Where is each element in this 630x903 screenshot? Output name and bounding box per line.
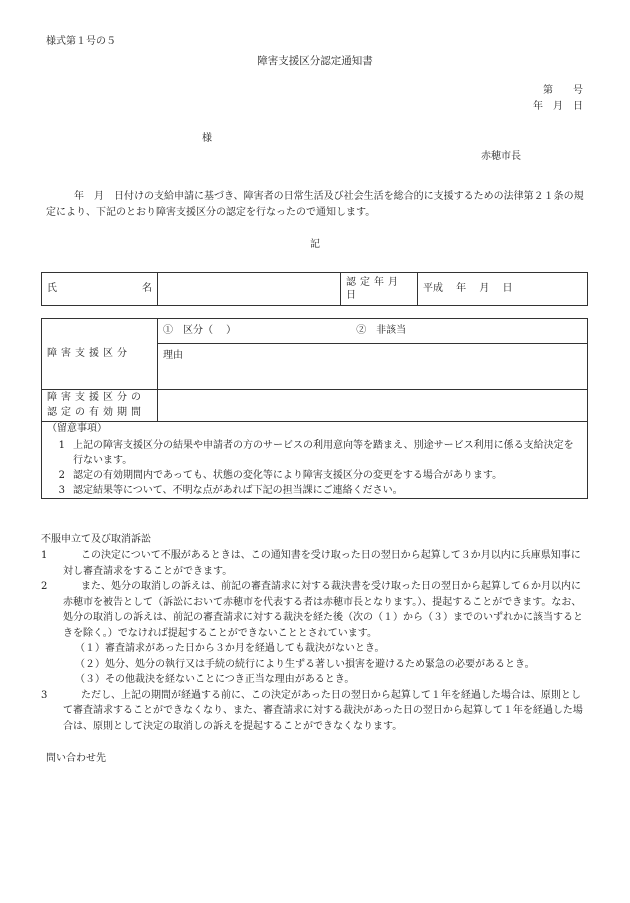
appeal-number: 2: [41, 581, 48, 592]
notification-body: 年 月 日付けの支給申請に基づき、障害者の日常生活及び社会生活を総合的に支援するための法律第２１条の規定により、下記のとおり障害支援区分の認定を行なったので通知します。: [46, 191, 584, 218]
appeal-title: 不服申立て及び取消訴訟: [41, 534, 151, 545]
support-category-label: 障害支援区分: [42, 319, 158, 390]
validity-label-line1: 障害支援区分の: [47, 392, 145, 403]
issue-date-line: 年 月 日: [533, 101, 583, 112]
note-number: 3: [58, 484, 65, 496]
note-item: [47, 468, 582, 483]
appeal-subitem: （１）審査請求があった日から３か月を経過しても裁決がないとき。: [75, 643, 385, 654]
appeal-item: [41, 548, 589, 579]
addressee-suffix: 様: [202, 133, 212, 144]
name-label-left: 氏: [47, 283, 57, 295]
note-number: 1: [58, 439, 65, 451]
appeal-text: ただし、上記の期間が経過する前に、この決定があった日の翌日から起算して１年を経過した場合は、原則として審査請求することができなくなり、また、審査請求に対する裁決があった日の翌日から起算して１年を経過した場合は、原則として決定の取消しの訴えを提起することができなくなります。: [63, 689, 583, 732]
note-text: 認定の有効期間内であっても、状態の変化等により障害支援区分の変更をする場合があります。: [73, 469, 503, 481]
option-category[interactable]: ① 区分（ ）: [163, 325, 237, 337]
reason-label: 理由: [163, 350, 183, 361]
note-number: 2: [58, 469, 65, 481]
name-value-cell[interactable]: [158, 273, 341, 306]
note-item: [47, 483, 582, 498]
validity-period-label: [42, 390, 158, 422]
note-text: 上記の障害支援区分の結果や申請者の方のサービスの利用意向等を踏まえ、別途サービス利用に係る支給決定を行ないます。: [73, 439, 574, 466]
approval-date-value[interactable]: 平成 年 月 日: [418, 273, 588, 306]
support-category-table: [41, 318, 588, 499]
appeal-text: また、処分の取消しの訴えは、前記の審査請求に対する裁決書を受け取った日の翌日から起算して６か月以内に赤穂市を被告として（訴訟において赤穂市を代表する者は赤穂市長となります。）、提起することができます。なお、処分の取消しの訴えは、前記の審査請求に対する裁決を経た後（次の（１）から（３）までのいずれかに該当するときを除く。）でなければ提起することができないこととされています。: [63, 581, 583, 639]
reason-cell[interactable]: [158, 344, 588, 390]
validity-label-line2: 認定の有効期間: [47, 406, 145, 418]
contact-label: 問い合わせ先: [46, 753, 106, 764]
name-label-right: 名: [142, 283, 152, 295]
category-options: [158, 319, 588, 344]
sender-name: 赤穂市長: [481, 151, 521, 162]
appeal-number: 3: [41, 689, 48, 701]
note-item: [47, 438, 582, 468]
appeal-item: [41, 579, 589, 641]
appeal-text: この決定について不服があるときは、この通知書を受け取った日の翌日から起算して３か月以内に兵庫県知事に対し審査請求をすることができます。: [63, 550, 581, 577]
appeal-subitem: （２）処分、処分の執行又は手続の続行により生ずる著しい損害を避けるため緊急の必要があるとき。: [75, 658, 535, 670]
ki-heading: 記: [310, 239, 320, 250]
option-not-applicable[interactable]: ② 非該当: [356, 325, 407, 337]
appeal-item: [41, 688, 589, 735]
appeal-section: [41, 548, 589, 734]
notes-title: （留意事項）: [47, 423, 107, 434]
appeal-subitem: （３）その他裁決を経ないことにつき正当な理由があるとき。: [75, 674, 355, 685]
appeal-number: 1: [41, 550, 48, 561]
note-text: 認定結果等について、不明な点があれば下記の担当課にご連絡ください。: [73, 484, 403, 496]
approval-date-label: 認定年月日: [341, 273, 418, 306]
validity-period-value[interactable]: [158, 390, 588, 422]
applicant-table: [41, 272, 588, 306]
document-title: 障害支援区分認定通知書: [257, 55, 373, 67]
document-number-line: 第 号: [543, 85, 583, 96]
notes-cell: [42, 422, 588, 499]
name-label: [42, 273, 158, 306]
form-number: 様式第１号の５: [46, 36, 116, 47]
